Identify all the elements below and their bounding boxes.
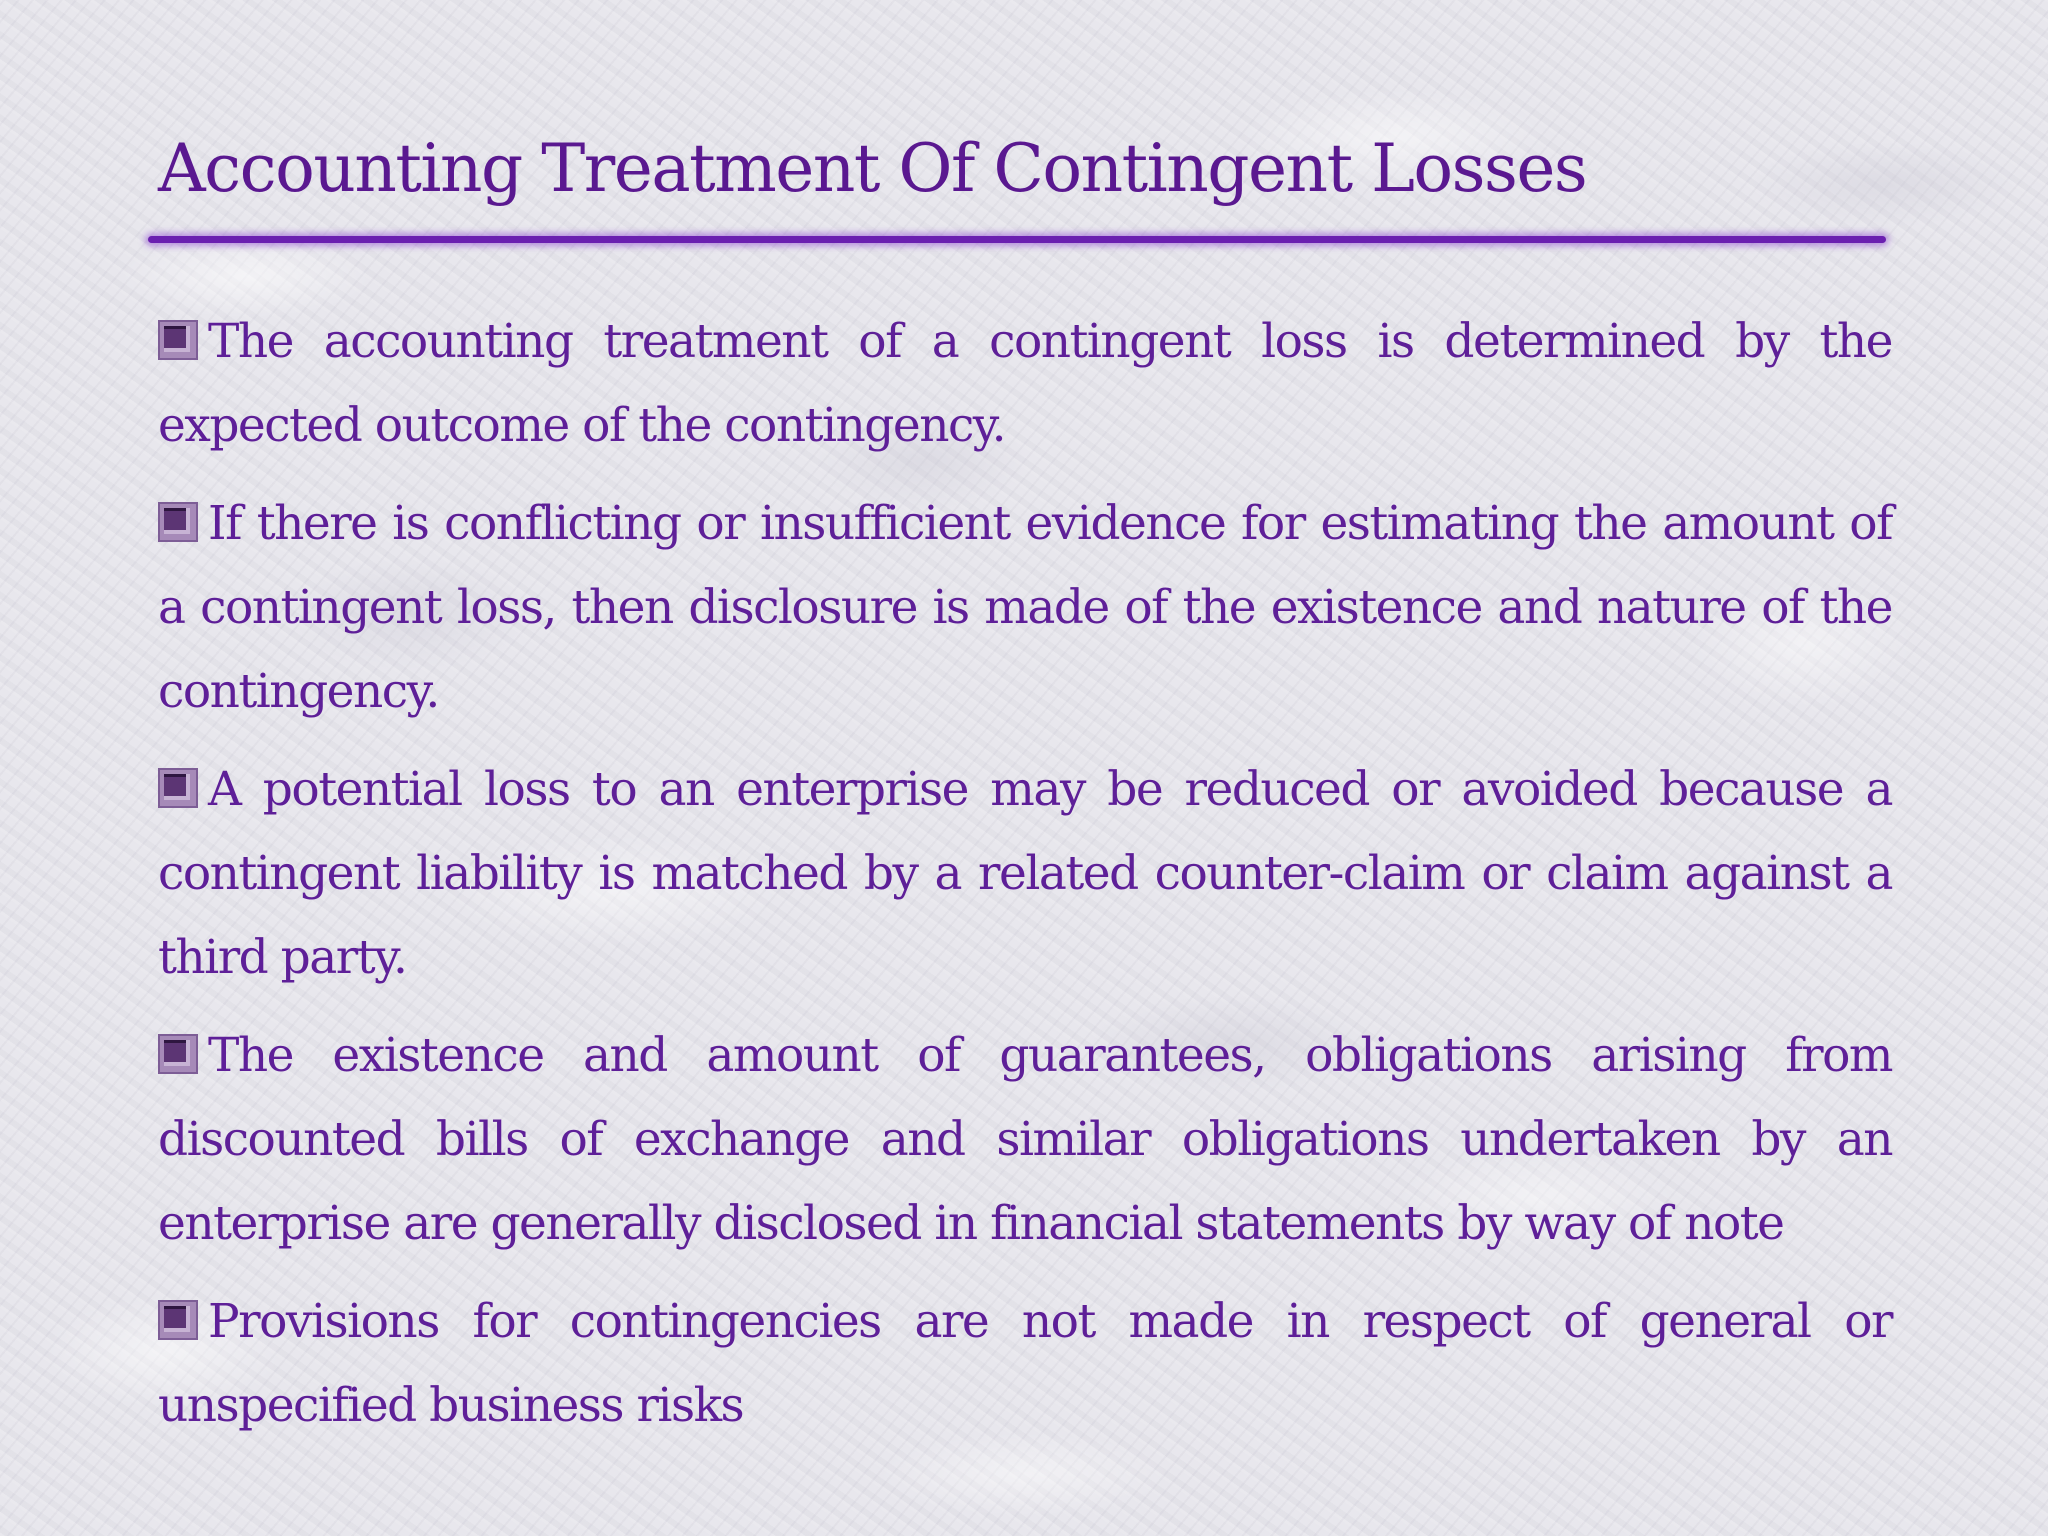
bullet-item <box>158 1280 1892 1448</box>
bullet-item <box>158 300 1892 468</box>
bullet-item <box>158 1014 1892 1266</box>
square-bullet-icon <box>158 1034 198 1074</box>
bullet-text: The existence and amount of guarantees, obligations arising from discounted bills of exchange and similar obligations undertaken by an enterprise are generally disclosed in financial statements by way of note <box>158 1028 1892 1251</box>
bullet-text: If there is conflicting or insufficient evidence for estimating the amount of a contingent loss, then disclosure is made of the existence and nature of the contingency. <box>158 496 1892 719</box>
bullet-item <box>158 748 1892 1000</box>
bullet-item <box>158 482 1892 734</box>
square-bullet-icon <box>158 1300 198 1340</box>
title-underline <box>148 236 1886 243</box>
bullet-list <box>158 300 1892 1462</box>
square-bullet-icon <box>158 502 198 542</box>
slide-title: Accounting Treatment Of Contingent Losses <box>158 130 1587 207</box>
square-bullet-icon <box>158 768 198 808</box>
bullet-text: A potential loss to an enterprise may be reduced or avoided because a contingent liability is matched by a related counter-claim or claim against a third party. <box>158 762 1892 985</box>
square-bullet-icon <box>158 320 198 360</box>
bullet-text: Provisions for contingencies are not made in respect of general or unspecified business risks <box>158 1294 1892 1433</box>
bullet-text: The accounting treatment of a contingent loss is determined by the expected outcome of the contingency. <box>158 314 1892 453</box>
